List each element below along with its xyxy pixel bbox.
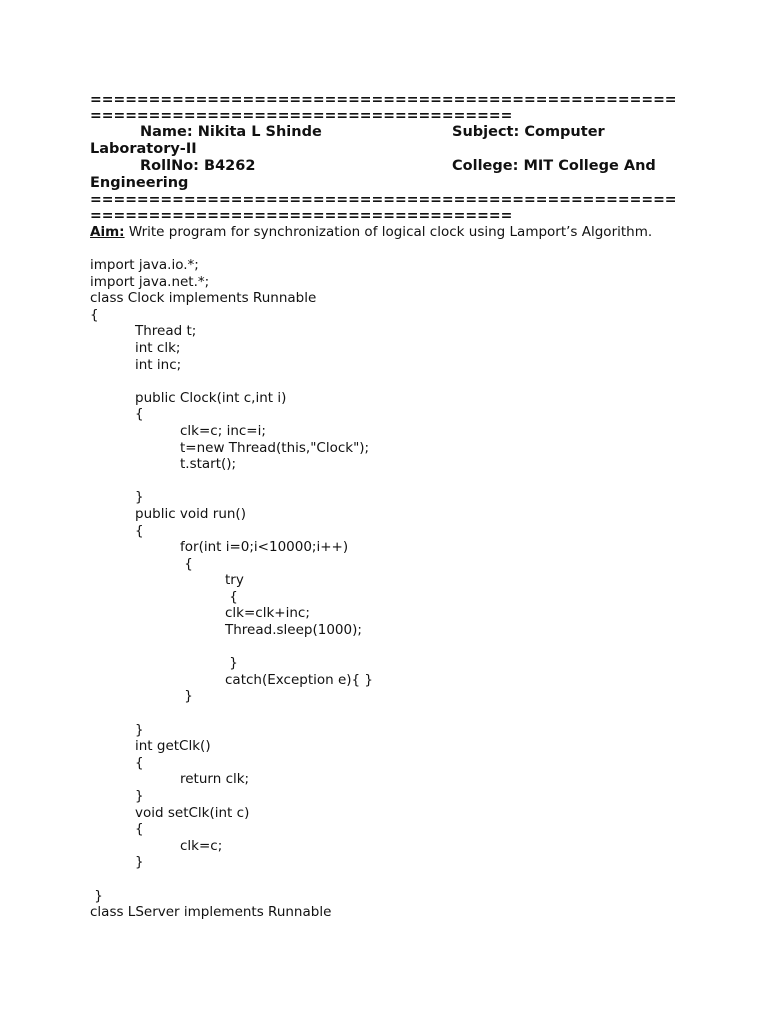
code-line: { — [135, 522, 144, 539]
separator-rule: ==================================== — [90, 208, 513, 224]
separator-rule: ================================================== — [90, 92, 677, 108]
code-line: void setClk(int c) — [135, 804, 250, 821]
code-line: clk=c; inc=i; — [180, 422, 266, 439]
code-line: { — [225, 588, 238, 605]
code-line: int inc; — [135, 356, 182, 373]
code-line: import java.io.*; — [90, 257, 199, 273]
code-line: t=new Thread(this,"Clock"); — [180, 439, 370, 456]
code-line: int getClk() — [135, 738, 211, 755]
code-line: } — [135, 788, 144, 804]
code-line: } — [225, 655, 238, 672]
subject-continuation: Laboratory-II — [90, 141, 197, 157]
code-line: import java.net.*; — [90, 273, 210, 290]
code-line: clk=clk+inc; — [225, 605, 310, 622]
roll-number: RollNo: B4262 — [140, 158, 256, 174]
code-line: for(int i=0;i<10000;i++) — [180, 539, 349, 556]
college-continuation: Engineering — [90, 175, 189, 191]
code-line: } — [135, 854, 144, 871]
separator-rule: ==================================== — [90, 108, 513, 124]
code-line: catch(Exception e){ } — [225, 671, 374, 688]
aim-label: Aim: — [90, 224, 125, 240]
college: College: MIT College And — [452, 158, 656, 174]
code-line: Thread t; — [135, 323, 197, 340]
document-page — [90, 92, 700, 921]
code-line: return clk; — [180, 771, 250, 788]
aim-text: Write program for synchronization of logical clock using Lamport’s Algorithm. — [124, 224, 653, 240]
code-line: } — [180, 688, 193, 705]
code-listing — [90, 257, 700, 921]
code-line: { — [90, 306, 99, 323]
code-line: Thread.sleep(1000); — [225, 622, 362, 639]
subject: Subject: Computer — [452, 124, 605, 140]
code-line — [90, 373, 700, 390]
code-line: { — [135, 821, 144, 838]
code-line: public Clock(int c,int i) — [135, 389, 287, 406]
code-line: class Clock implements Runnable — [90, 290, 317, 307]
separator-rule: ================================================== — [90, 192, 677, 208]
code-line: } — [135, 489, 144, 506]
code-line: class LServer implements Runnable — [90, 904, 332, 921]
code-line — [90, 705, 700, 722]
code-line: int clk; — [135, 339, 181, 356]
code-line: try — [225, 572, 244, 589]
code-line: t.start(); — [180, 456, 237, 473]
code-line — [90, 473, 700, 490]
code-line: { — [135, 754, 144, 771]
code-line — [90, 871, 700, 888]
student-name: Name: Nikita L Shinde — [140, 124, 322, 140]
code-line: { — [180, 555, 193, 572]
code-line: public void run() — [135, 505, 246, 522]
code-line: } — [135, 721, 144, 738]
code-line — [90, 639, 700, 656]
code-line: { — [135, 406, 144, 423]
header-row-roll — [90, 158, 700, 175]
code-line: clk=c; — [180, 837, 223, 854]
aim-statement — [90, 224, 700, 241]
code-line: } — [90, 887, 103, 904]
header-row-name — [90, 124, 700, 141]
